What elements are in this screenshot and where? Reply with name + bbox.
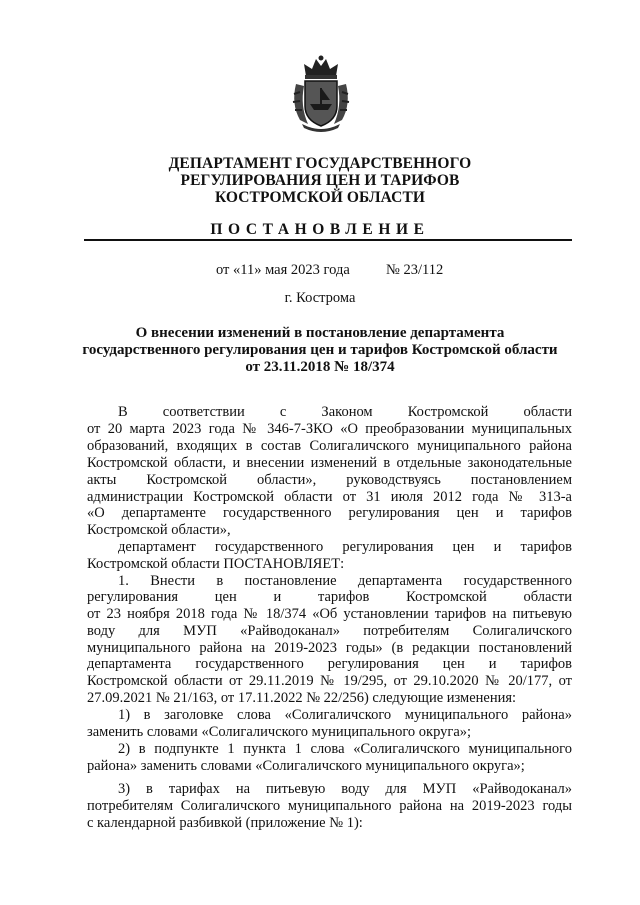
body-line: акты Костромской области», руководствуясь постановлением [87,472,572,488]
body-line: образований, входящих в состав Солигаличского муниципального района [87,438,572,454]
body-line: Костромской области ПОСТАНОВЛЯЕТ: [87,556,345,572]
document-type: ПОСТАНОВЛЕНИЕ [210,221,430,238]
body-line: «О департаменте государственного регулирования цен и тарифов [87,505,572,521]
document-title-line: от 23.11.2018 № 18/374 [245,359,395,375]
body-line: воду для МУП «Райводоканал» потребителям Солигаличского [87,623,572,639]
body-line: В соответствии с Законом Костромской области [118,404,572,420]
body-line: 27.09.2021 № 21/163, от 17.11.2022 № 22/256) следующие изменения: [87,690,517,706]
document-number: № 23/112 [386,262,444,278]
department-name-line: ДЕПАРТАМЕНТ ГОСУДАРСТВЕННОГО [168,155,472,172]
document-title-line: государственного регулирования цен и тарифов Костромской области [82,342,558,358]
body-line: с календарной разбивкой (приложение № 1): [87,815,363,831]
document-date: от «11» мая 2023 года [216,262,350,278]
body-line: 1) в заголовке слова «Солигаличского муниципального района» [118,707,572,723]
body-line: регулирования цен и тарифов Костромской области [87,589,572,605]
department-name-line: РЕГУЛИРОВАНИЯ ЦЕН И ТАРИФОВ [180,172,460,189]
body-line: потребителям Солигаличского муниципального района на 2019-2023 годы [87,798,572,814]
body-line: Костромской области, и внесении изменений в отдельные законодательные [87,455,572,471]
document-title-line: О внесении изменений в постановление департамента [135,325,505,341]
body-line: 3) в тарифах на питьевую воду для МУП «Райводоканал» [118,781,572,797]
body-line: заменить словами «Солигаличского муниципального округа»; [87,724,472,740]
body-line: муниципального района на 2019-2023 годы» (в редакции постановлений [87,640,572,656]
body-line: администрации Костромской области от 31 июля 2012 года № 313-а [87,489,572,505]
body-line: от 20 марта 2023 года № 346-7-ЗКО «О преобразовании муниципальных [87,421,572,437]
department-name-line: КОСТРОМСКОЙ ОБЛАСТИ [214,189,426,206]
body-line: от 23 ноября 2018 года № 18/374 «Об установлении тарифов на питьевую [87,606,572,622]
body-line: Костромской области», [87,522,231,538]
body-line: Костромской области от 29.11.2019 № 19/295, от 29.10.2020 № 20/177, от [87,673,572,689]
body-line: 2) в подпункте 1 пункта 1 слова «Солигаличского муниципального [118,741,572,757]
kostroma-region-coat-of-arms-icon [290,54,352,132]
body-line: департамента государственного регулирования цен и тарифов [87,656,572,672]
body-line: 1. Внести в постановление департамента государственного [118,573,572,589]
body-line: департамент государственного регулирования цен и тарифов [118,539,572,555]
header-divider [84,239,572,241]
document-city: г. Кострома [284,290,356,306]
body-line: района» заменить словами «Солигаличского муниципального округа»; [87,758,525,774]
